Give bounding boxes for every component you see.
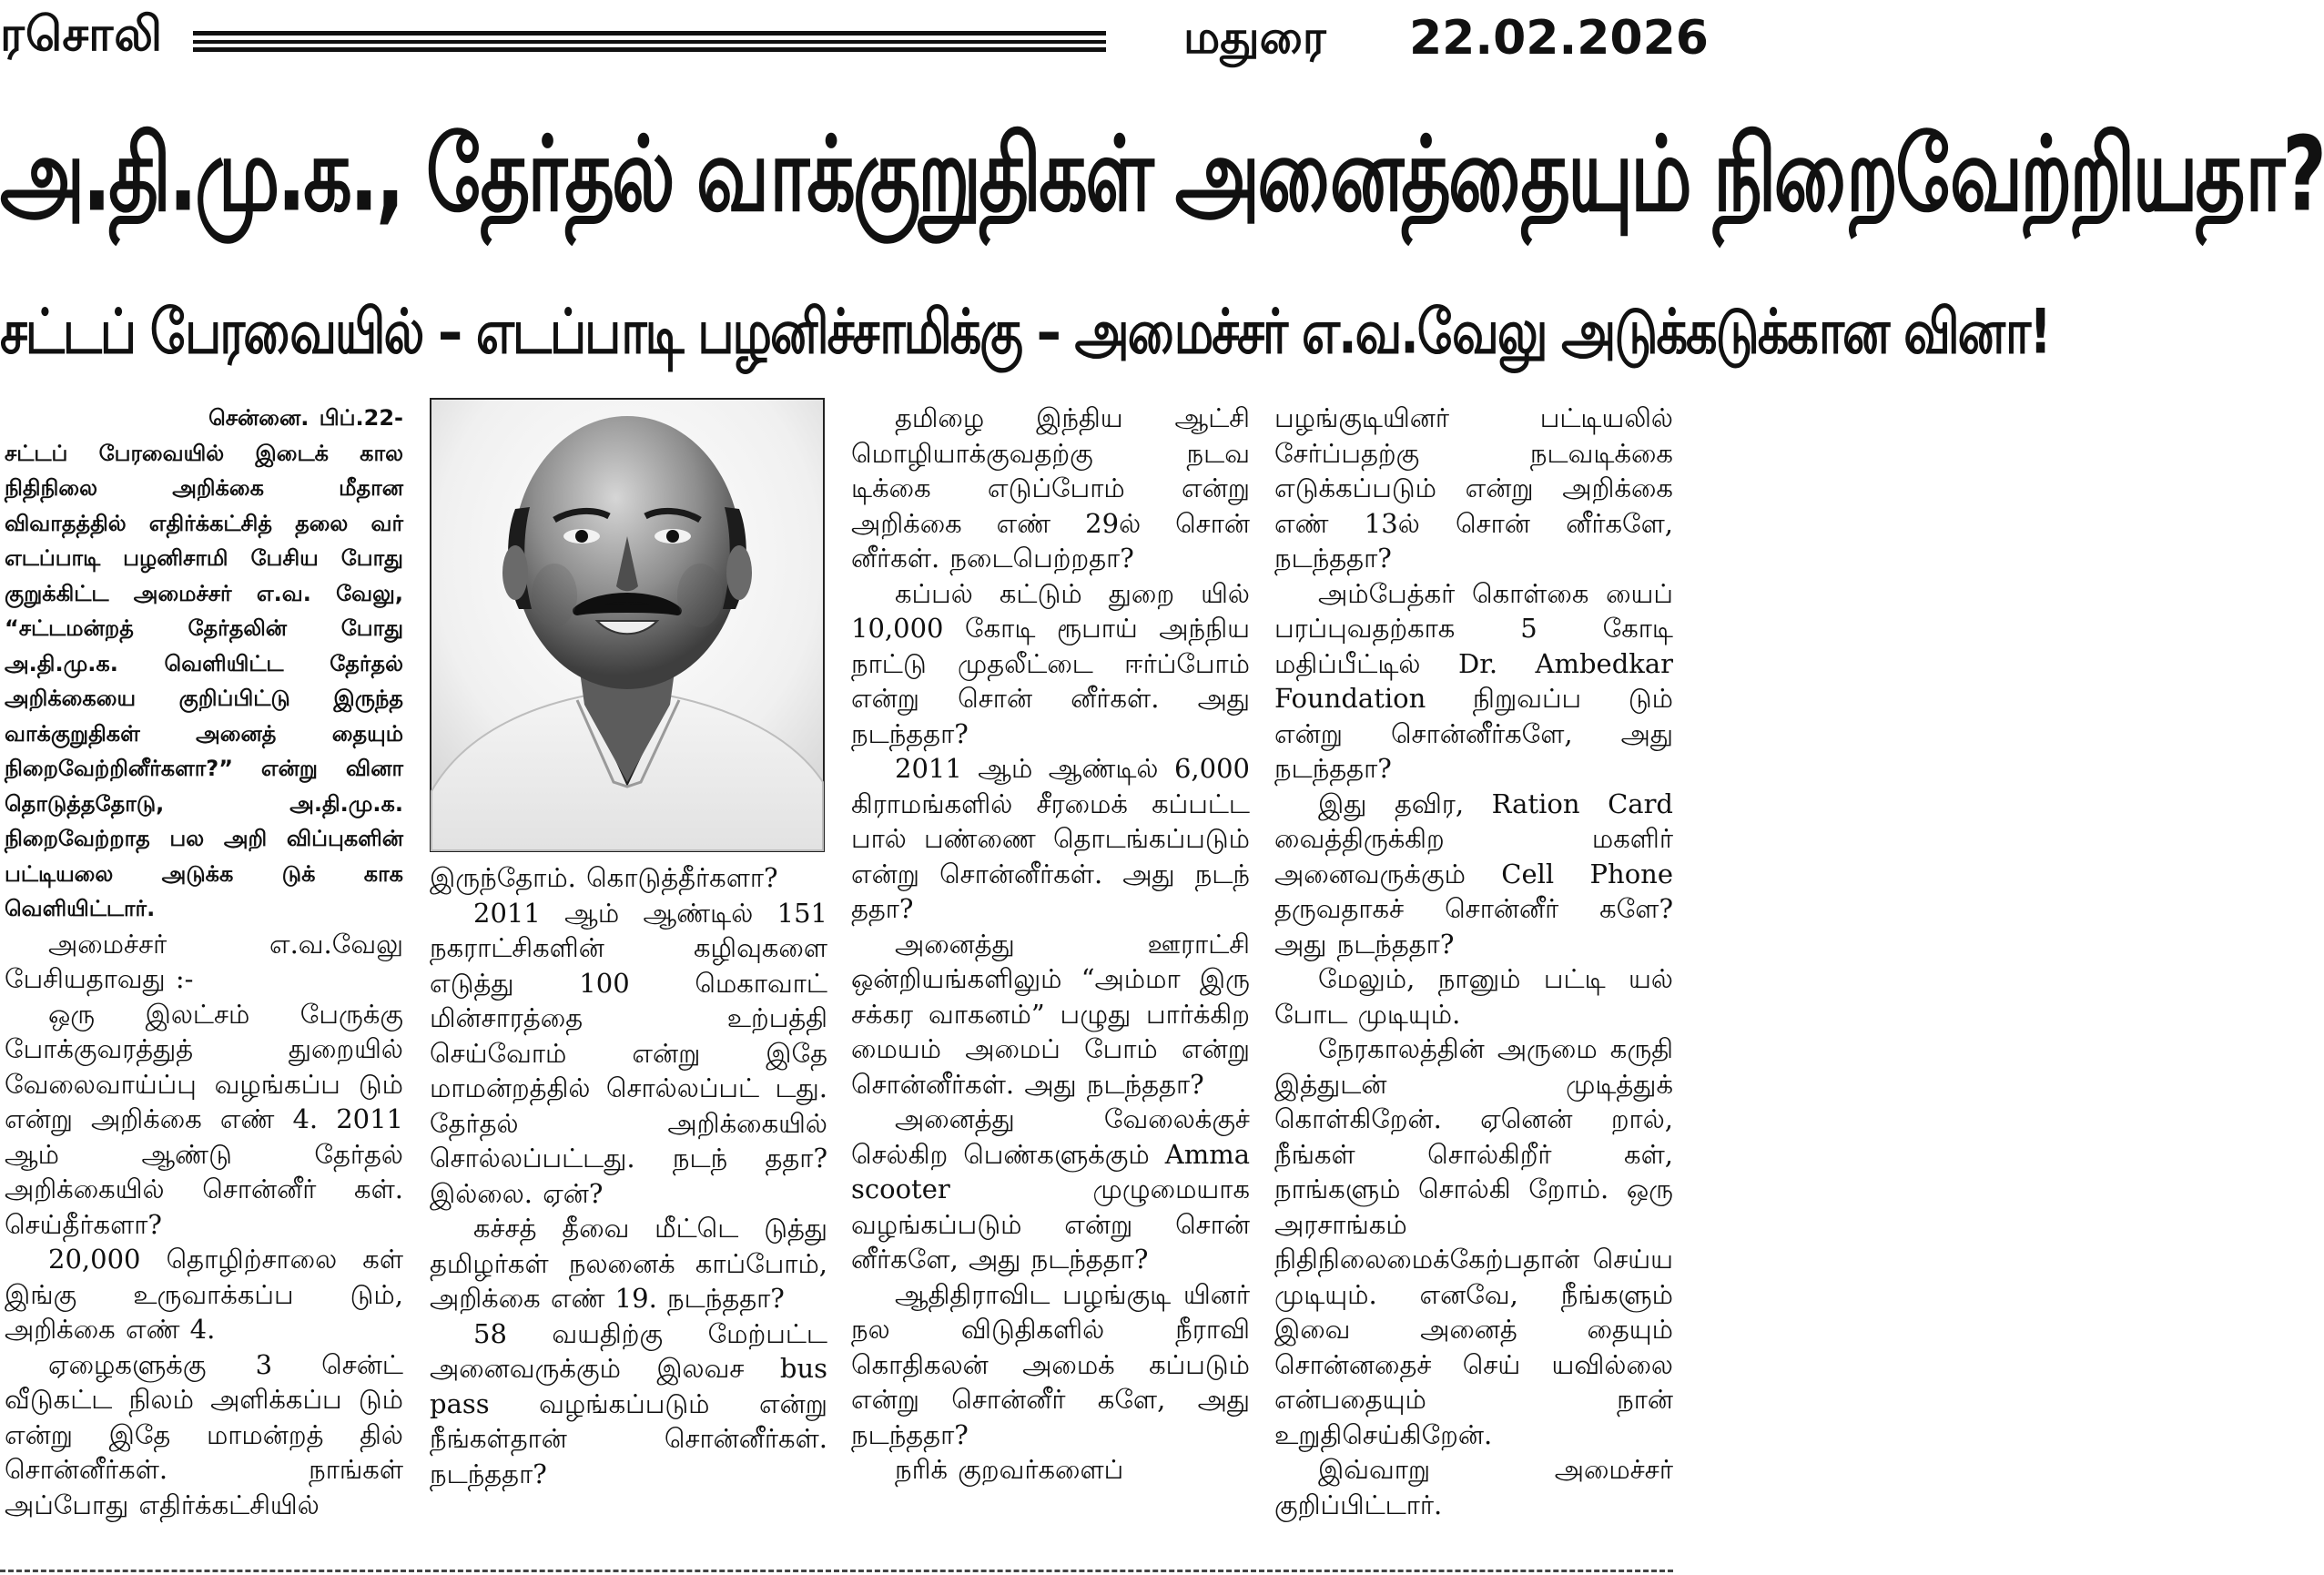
paragraph: 2011 ஆம் ஆண்டில் 6,000 கிராமங்களில் சீரமைக் கப்பட்ட பால் பண்ணை தொடங்கப்படும் என்று சொன்னீர்கள். அது நடந் ததா?	[851, 753, 1250, 924]
paragraph: மேலும், நானும் பட்டி யல் போட முடியும்.	[1274, 963, 1673, 1030]
paragraph: தமிழை இந்திய ஆட்சி மொழியாக்குவதற்கு நடவ டிக்கை எடுப்போம் என்று அறிக்கை எண் 29ல் சொன் னீர்கள். நடைபெற்றதா?	[851, 402, 1250, 574]
paragraph: இவ்வாறு அமைச்சர் குறிப்பிட்டார்.	[1274, 1454, 1673, 1520]
newspaper-name: ரசொலி	[0, 7, 164, 62]
article-column-3	[851, 401, 1250, 1561]
paragraph: அனைத்து வேலைக்குச் செல்கிற பெண்களுக்கும் Amma scooter முழுமையாக வழங்கப்படும் என்று சொன் னீர்களே, அது நடந்ததா?	[851, 1103, 1250, 1275]
paragraph: அமைச்சர் எ.வ.வேலு பேசியதாவது :-	[5, 928, 403, 994]
paragraph: இருந்தோம். கொடுத்தீர்களா?	[430, 862, 778, 893]
paragraph: கப்பல் கட்டும் துறை யில் 10,000 கோடி ரூபாய் அந்நிய நாட்டு முதலீட்டை ஈர்ப்போம் என்று சொன் னீர்கள். அது நடந்ததா?	[851, 577, 1250, 749]
paragraph: 2011 ஆம் ஆண்டில் 151 நகராட்சிகளின் கழிவுகளை எடுத்து 100 மெகாவாட் மின்சாரத்தை உற்பத்தி செய்வோம் என்று இதே மாமன்றத்தில் சொல்லப்பட் டது. தேர்தல் அறிக்கையில் சொல்லப்பட்டது. நடந் ததா? இல்லை. ஏன்?	[430, 897, 827, 1209]
paragraph: இது தவிர, Ration Card வைத்திருக்கிற மகளிர் அனைவருக்கும் Cell Phone தருவதாகச் சொன்னீர் களே? அது நடந்ததா?	[1274, 788, 1673, 960]
paragraph: நரிக் குறவர்களைப்	[895, 1454, 1124, 1485]
paragraph: 58 வயதிற்கு மேற்பட்ட அனைவருக்கும் இலவச bus pass வழங்கப்படும் என்று நீங்கள்தான் சொன்னீர்கள். நடந்ததா?	[430, 1317, 827, 1489]
paragraph: ஒரு இலட்சம் பேருக்கு போக்குவரத்துத் துறையில் வேலைவாய்ப்பு வழங்கப்ப டும் என்று அறிக்கை எண் 4. 2011 ஆம் ஆண்டு தேர்தல் அறிக்கையில் சொன்னீர் கள். செய்தீர்களா?	[5, 998, 403, 1240]
paragraph: 20,000 தொழிற்சாலை கள் இங்கு உருவாக்கப்ப டும், அறிக்கை எண் 4.	[5, 1244, 403, 1345]
edition-date: 22.02.2026	[1409, 11, 1709, 66]
dateline: சென்னை. பிப்.22-	[208, 405, 403, 431]
edition-city: மதுரை	[1183, 11, 1326, 64]
paragraph: அனைத்து ஊராட்சி ஒன்றியங்களிலும் “அம்மா இரு சக்கர வாகனம்” பழுது பார்க்கிற மையம் அமைப் போம் என்று சொன்னீர்கள். அது நடந்ததா?	[851, 928, 1250, 1100]
paragraph: அம்பேத்கர் கொள்கை யைப் பரப்புவதற்காக 5 கோடி மதிப்பீட்டில் Dr. Ambedkar Foundation நிறுவப்ப டும் என்று சொன்னீர்களே, அது நடந்ததா?	[1274, 577, 1673, 784]
masthead-rule	[193, 31, 1106, 56]
paragraph: ஏழைகளுக்கு 3 சென்ட் வீடுகட்ட நிலம் அளிக்கப்ப டும் என்று இதே மாமன்றத் தில் சொன்னீர்கள். நாங்கள் அப்போது எதிர்க்கட்சியில்	[5, 1348, 403, 1520]
subheadline: சட்டப் பேரவையில் – எடப்பாடி பழனிச்சாமிக்கு – அமைச்சர் எ.வ.வேலு அடுக்கடுக்கான வினா!	[0, 296, 2050, 368]
paragraph: ஆதிதிராவிட பழங்குடி யினர் நல விடுதிகளில் நீராவி கொதிகலன் அமைக் கப்படும் என்று சொன்னீர் களே, அது நடந்ததா?	[851, 1278, 1250, 1450]
footer-divider	[0, 1570, 1673, 1572]
article-lead: சட்டப் பேரவையில் இடைக் கால நிதிநிலை அறிக்கை மீதான விவாதத்தில் எதிர்க்கட்சித் தலை வர் எடப்பாடி பழனிசாமி பேசிய போது குறுக்கிட்ட அமைச்சர் எ.வ. வேலு, “சட்டமன்றத் தேர்தலின் போது அ.தி.மு.க. வெளியிட்ட தேர்தல் அறிக்கையை குறிப்பிட்டு இருந்த வாக்குறுதிகள் அனைத் தையும் நிறைவேற்றினீர்களா?” என்று வினா தொடுத்ததோடு, அ.தி.மு.க. நிறைவேற்றாத பல அறி விப்புகளின் பட்டியலை அடுக்க டுக் காக வெளியிட்டார்.	[5, 440, 403, 921]
headline: அ.தி.மு.க., தேர்தல் வாக்குறுதிகள் அனைத்தையும் நிறைவேற்றியதா?	[0, 114, 2324, 235]
article-column-2	[430, 401, 827, 1561]
article-column-4	[1274, 401, 1673, 1561]
masthead	[0, 0, 1709, 91]
paragraph: நேரகாலத்தின் அருமை கருதி இத்துடன் முடித்துக் கொள்கிறேன். ஏனென் றால், நீங்கள் சொல்கிறீர் கள், நாங்களும் சொல்கி றோம். ஒரு அரசாங்கம் நிதிநிலைமைக்கேற்பதான் செய்ய முடியும். எனவே, நீங்களும் இவை அனைத் தையும் சொன்னதைச் செய் யவில்லை என்பதையும் நான் உறுதிசெய்கிறேன்.	[1274, 1033, 1673, 1450]
paragraph: கச்சத் தீவை மீட்டெ டுத்து தமிழர்கள் நலனைக் காப்போம், அறிக்கை எண் 19. நடந்ததா?	[430, 1213, 827, 1314]
article-column-1	[5, 401, 403, 1561]
paragraph: பழங்குடியினர் பட்டியலில் சேர்ப்பதற்கு நடவடிக்கை எடுக்கப்படும் என்று அறிக்கை எண் 13ல் சொன் னீர்களே, நடந்ததா?	[1274, 402, 1673, 574]
